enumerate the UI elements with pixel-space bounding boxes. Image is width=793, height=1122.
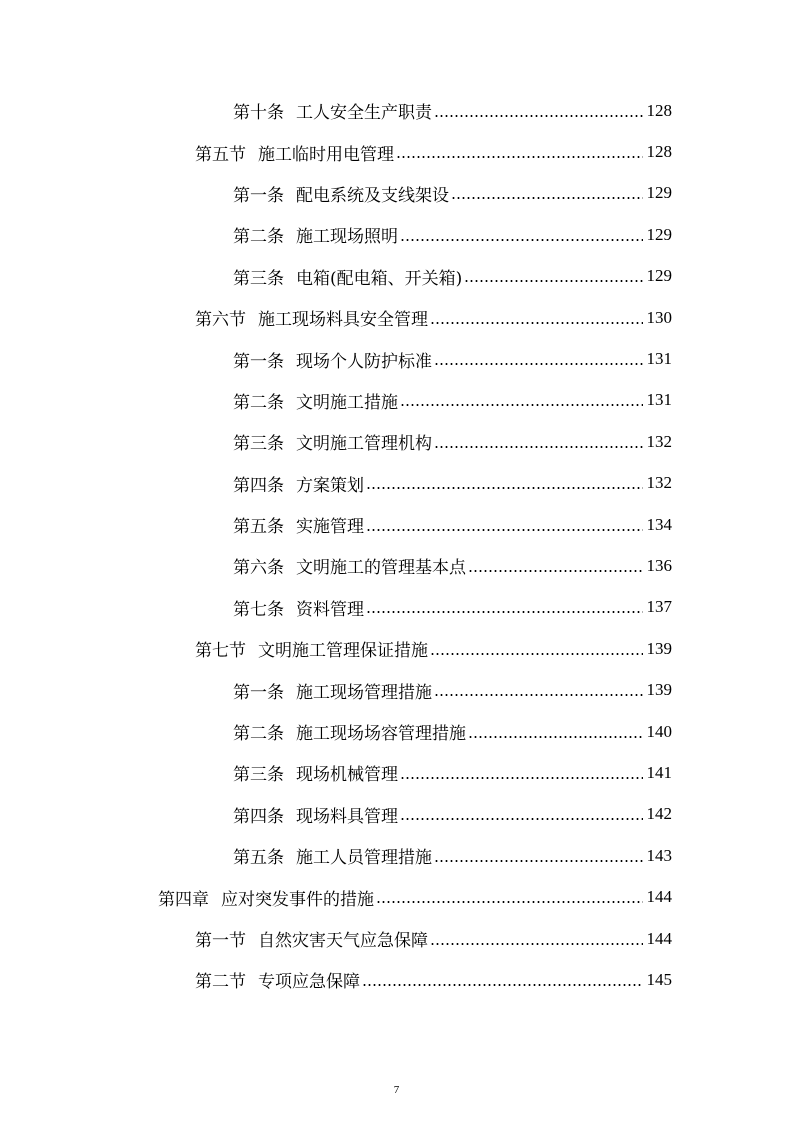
toc-entry-page: 144 <box>646 928 672 948</box>
toc-entry-number: 第二条 <box>233 227 284 248</box>
toc-entry-number: 第二节 <box>195 972 246 993</box>
toc-entry[interactable] <box>0 131 793 172</box>
toc-entry-page: 139 <box>646 638 672 658</box>
toc-entry[interactable] <box>0 587 793 628</box>
dot-leader <box>400 777 643 779</box>
toc-entry-title: 现场个人防护标准 <box>296 351 432 372</box>
dot-leader <box>434 115 643 117</box>
toc-entry-page: 129 <box>646 266 672 286</box>
page-number: 7 <box>393 1084 400 1096</box>
table-of-contents <box>0 90 793 1001</box>
dot-leader <box>396 156 643 158</box>
toc-entry-number: 第二条 <box>233 392 284 413</box>
toc-entry-number: 第一条 <box>233 682 284 703</box>
toc-entry-number: 第三条 <box>233 434 284 455</box>
toc-entry-page: 140 <box>646 721 672 741</box>
toc-entry-title: 文明施工管理保证措施 <box>258 641 428 662</box>
toc-entry-title: 现场机械管理 <box>296 765 398 786</box>
toc-entry-page: 130 <box>646 307 672 327</box>
toc-entry-title: 文明施工的管理基本点 <box>296 558 466 579</box>
toc-entry-number: 第一条 <box>233 351 284 372</box>
toc-entry-number: 第二条 <box>233 724 284 745</box>
toc-entry-page: 128 <box>646 142 672 162</box>
toc-entry-number: 第七节 <box>195 641 246 662</box>
toc-entry[interactable] <box>0 959 793 1000</box>
toc-entry[interactable] <box>0 752 793 793</box>
toc-entry[interactable] <box>0 214 793 255</box>
toc-entry-page: 131 <box>646 349 672 369</box>
toc-entry[interactable] <box>0 338 793 379</box>
toc-entry-number: 第五条 <box>233 848 284 869</box>
toc-entry-number: 第六条 <box>233 558 284 579</box>
dot-leader <box>400 818 643 820</box>
dot-leader <box>376 901 643 903</box>
toc-entry-page: 144 <box>646 887 672 907</box>
toc-entry-page: 129 <box>646 183 672 203</box>
toc-entry-number: 第一条 <box>233 185 284 206</box>
dot-leader <box>366 529 643 531</box>
toc-entry-number: 第一节 <box>195 931 246 951</box>
toc-entry-number: 第十条 <box>233 103 284 124</box>
toc-entry-page: 142 <box>646 804 672 824</box>
toc-entry-number: 第四条 <box>233 475 284 496</box>
toc-entry[interactable] <box>0 669 793 710</box>
toc-entry[interactable] <box>0 173 793 214</box>
toc-entry[interactable] <box>0 256 793 297</box>
dot-leader <box>468 570 643 572</box>
toc-entry-title: 配电系统及支线架设 <box>296 185 449 206</box>
toc-entry-title: 文明施工管理机构 <box>296 434 432 455</box>
toc-entry-title: 专项应急保障 <box>258 972 360 993</box>
toc-entry-title: 资料管理 <box>296 599 364 620</box>
toc-entry-number: 第三条 <box>233 268 284 289</box>
toc-entry-page: 136 <box>646 555 672 575</box>
toc-entry-page: 139 <box>646 680 672 700</box>
toc-entry-page: 134 <box>646 514 672 534</box>
toc-entry-title: 施工现场管理措施 <box>296 682 432 703</box>
toc-entry-number: 第四章 <box>158 889 209 910</box>
toc-entry-number: 第七条 <box>233 599 284 620</box>
toc-entry-page: 132 <box>646 473 672 493</box>
dot-leader <box>400 404 643 406</box>
toc-entry-page: 129 <box>646 224 672 244</box>
dot-leader <box>366 611 643 613</box>
toc-entry-title: 施工临时用电管理 <box>258 144 394 165</box>
toc-entry-number: 第六节 <box>195 310 246 331</box>
toc-entry[interactable] <box>0 380 793 421</box>
toc-entry-page: 132 <box>646 431 672 451</box>
dot-leader <box>430 322 643 324</box>
dot-leader <box>434 694 643 696</box>
toc-entry[interactable] <box>0 463 793 504</box>
dot-leader <box>430 943 643 945</box>
toc-entry[interactable] <box>0 545 793 586</box>
toc-entry[interactable] <box>0 876 793 917</box>
toc-entry[interactable] <box>0 421 793 462</box>
dot-leader <box>434 446 643 448</box>
toc-entry[interactable] <box>0 297 793 338</box>
toc-entry-number: 第四条 <box>233 806 284 827</box>
toc-entry-title: 现场料具管理 <box>296 806 398 827</box>
toc-entry[interactable] <box>0 835 793 876</box>
dot-leader <box>366 487 643 489</box>
toc-entry-title: 应对突发事件的措施 <box>221 889 374 910</box>
toc-entry-title: 施工人员管理措施 <box>296 848 432 869</box>
toc-entry-page: 145 <box>646 969 672 989</box>
dot-leader <box>434 363 643 365</box>
toc-entry[interactable] <box>0 794 793 835</box>
toc-entry[interactable] <box>0 918 793 959</box>
toc-entry[interactable] <box>0 711 793 752</box>
toc-entry-title: 电箱(配电箱、开关箱) <box>296 268 463 289</box>
toc-entry[interactable] <box>0 90 793 131</box>
toc-entry-title: 文明施工措施 <box>296 392 398 413</box>
dot-leader <box>400 239 643 241</box>
toc-entry-number: 第三条 <box>233 765 284 786</box>
toc-entry-page: 128 <box>646 100 672 120</box>
toc-entry-number: 第五条 <box>233 517 284 538</box>
toc-entry-page: 143 <box>646 845 672 865</box>
toc-entry[interactable] <box>0 504 793 545</box>
dot-leader <box>430 653 643 655</box>
dot-leader <box>464 280 643 282</box>
toc-entry-page: 141 <box>646 762 672 782</box>
toc-entry-title: 施工现场照明 <box>296 227 398 248</box>
toc-entry-page: 137 <box>646 597 672 617</box>
toc-entry-page: 131 <box>646 390 672 410</box>
toc-entry-title: 方案策划 <box>296 475 364 496</box>
dot-leader <box>451 197 643 199</box>
toc-entry[interactable] <box>0 628 793 669</box>
dot-leader <box>362 984 643 986</box>
dot-leader <box>434 860 643 862</box>
dot-leader <box>468 736 643 738</box>
toc-entry-title: 工人安全生产职责 <box>296 103 432 124</box>
toc-entry-title: 施工现场料具安全管理 <box>258 310 428 331</box>
toc-entry-title: 施工现场场容管理措施 <box>296 724 466 745</box>
toc-entry-title: 自然灾害天气应急保障 <box>258 931 428 951</box>
toc-entry-number: 第五节 <box>195 144 246 165</box>
toc-entry-title: 实施管理 <box>296 517 364 538</box>
